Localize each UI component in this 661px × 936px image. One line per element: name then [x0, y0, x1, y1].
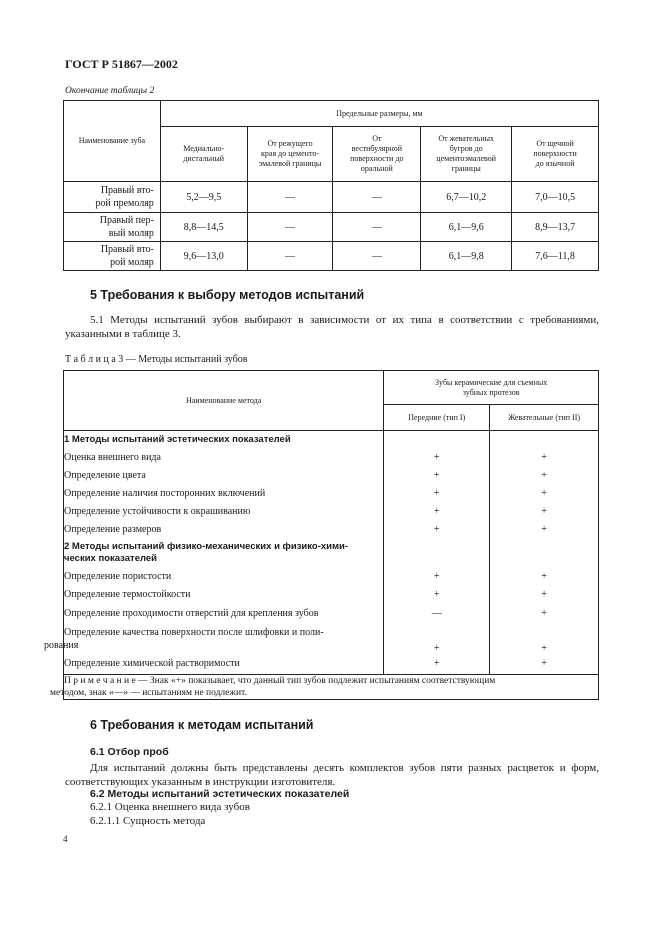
- tooth-name: Правый вто- рой премоляр: [64, 182, 161, 213]
- section-row: 2 Методы испытаний физико-механических и физико-хими- ческих показателей: [64, 539, 599, 567]
- table-row: Определение качества поверхности после шлифовки и поли- рования + +: [64, 624, 599, 654]
- paragraph-5-1: 5.1 Методы испытаний зубов выбирают в зависимости от их типа в соответствии с требованиями, указанными в таблице 3.: [65, 314, 599, 340]
- group-header: Предельные размеры, мм: [160, 101, 598, 127]
- table-row: Определение проходимости отверстий для крепления зубов — +: [64, 604, 599, 624]
- col-header-3: От вестибулярной поверхности до оральной: [333, 127, 421, 182]
- tooth-name: Правый вто- рой моляр: [64, 242, 161, 271]
- table-row: Определение размеров + +: [64, 521, 599, 539]
- col-header-1: Медиально- дистальный: [160, 127, 247, 182]
- table-row: Определение химической растворимости + +: [64, 654, 599, 675]
- table-2: [63, 100, 599, 271]
- table-row: Определение устойчивости к окрашиванию + +: [64, 503, 599, 521]
- subsection-6-2: 6.2 Методы испытаний эстетических показателей: [90, 788, 350, 800]
- table-row: Определение пористости + +: [64, 567, 599, 586]
- subsection-6-1: 6.1 Отбор проб: [90, 746, 169, 758]
- col-header-2: От режущего края до цементо- эмалевой границы: [247, 127, 333, 182]
- name-header: Наименование зуба: [64, 101, 161, 182]
- table-3: [44, 370, 599, 700]
- table-note: П р и м е ч а н и е — Знак «+» показывает, что данный тип зубов подлежит испытаниям соответствующим методом, знак «—» — испытаниям не подлежит.: [64, 675, 599, 700]
- table-row: Определение наличия посторонних включений + +: [64, 485, 599, 503]
- page-number: 4: [63, 834, 68, 844]
- section-6-heading: 6 Требования к методам испытаний: [90, 718, 314, 732]
- col-header-4: От жевательных бугров до цементоэмалевой границы: [421, 127, 512, 182]
- item-6-2-1-1: 6.2.1.1 Сущность метода: [90, 815, 206, 827]
- table-row: Правый вто- рой моляр 9,6—13,0 — — 6,1—9,8 7,6—11,8: [64, 242, 599, 271]
- col-type-2: Жевательные (тип II): [490, 405, 599, 431]
- col-type-1: Передние (тип I): [384, 405, 490, 431]
- table-row: Определение цвета + +: [64, 467, 599, 485]
- document-header: ГОСТ Р 51867—2002: [65, 57, 178, 71]
- item-6-2-1: 6.2.1 Оценка внешнего вида зубов: [90, 801, 250, 813]
- table-row: Правый вто- рой премоляр 5,2—9,5 — — 6,7—10,2 7,0—10,5: [64, 182, 599, 213]
- group-header: Зубы керамические для съемных зубных протезов: [384, 371, 599, 405]
- table-row: Оценка внешнего вида + +: [64, 449, 599, 467]
- section-5-heading: 5 Требования к выбору методов испытаний: [90, 288, 365, 302]
- table-row: Правый пер- вый моляр 8,8—14,5 — — 6,1—9,6 8,9—13,7: [64, 213, 599, 242]
- method-header: Наименование метода: [64, 371, 384, 431]
- paragraph-6-1: Для испытаний должны быть представлены десять комплектов зубов пяти разных расцветок и форм, соответствующих указанным в инструкции изготовителя.: [65, 762, 599, 788]
- section-row: 1 Методы испытаний эстетических показателей: [64, 431, 599, 449]
- table3-caption: Т а б л и ц а 3 — Методы испытаний зубов: [65, 354, 248, 365]
- table2-caption: Окончание таблицы 2: [65, 86, 155, 96]
- col-header-5: От щечной поверхности до язычной: [512, 127, 599, 182]
- table-row: Определение термостойкости + +: [64, 586, 599, 604]
- tooth-name: Правый пер- вый моляр: [64, 213, 161, 242]
